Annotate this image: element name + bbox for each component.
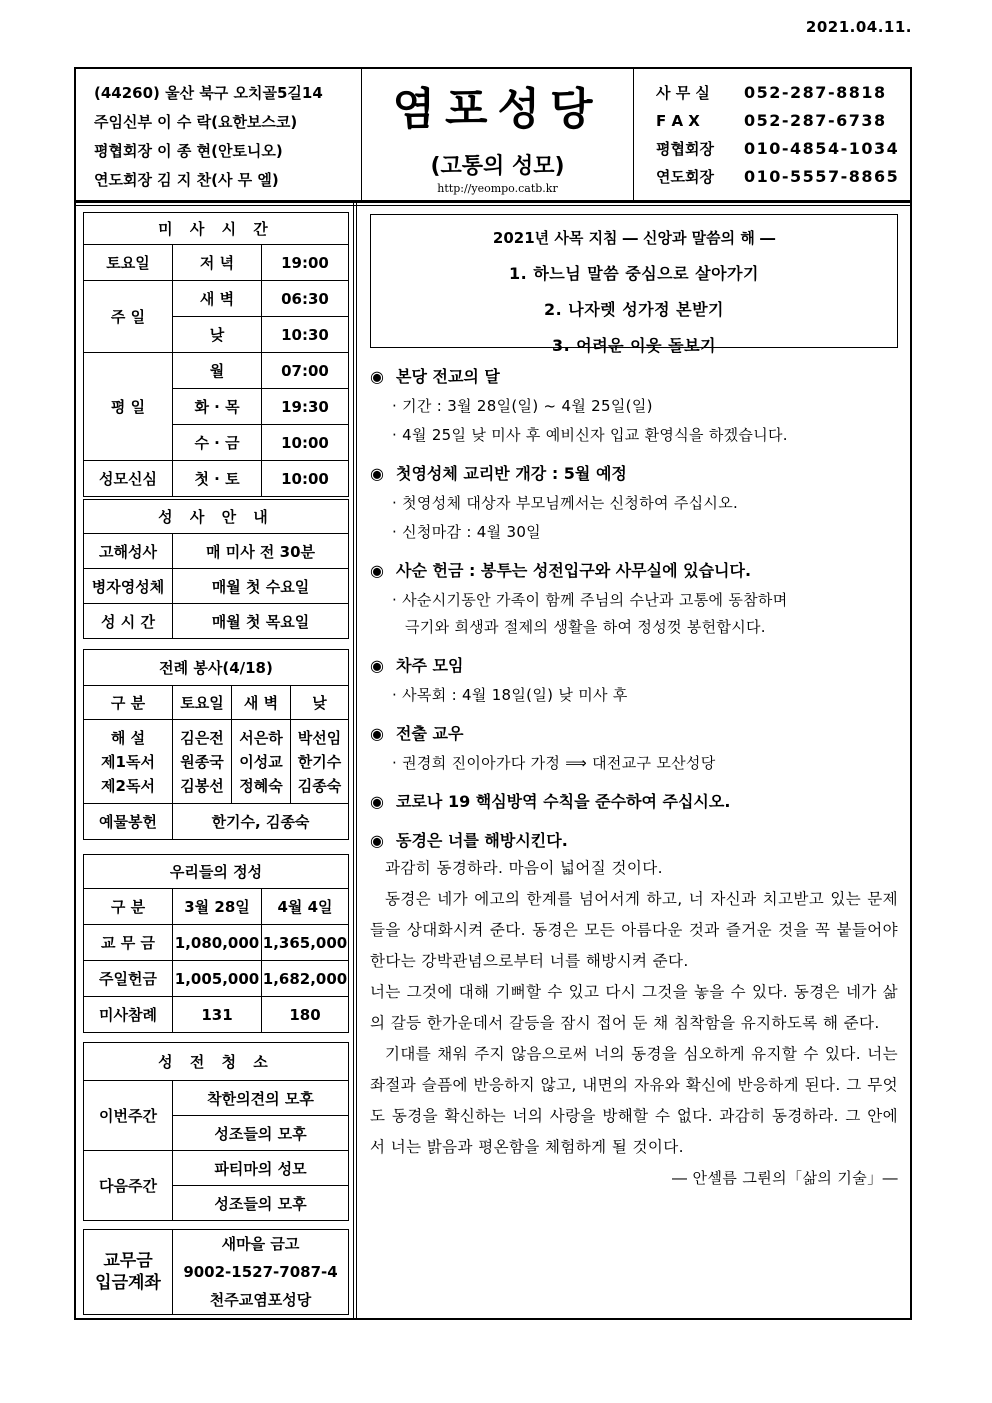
contact-memorial: 연도회장 010-5557-8865	[656, 167, 900, 186]
notice-lent-title: ◉ 사순 헌금 : 봉투는 성전입구와 사무실에 있습니다.	[370, 561, 752, 580]
contact-council: 평협회장 010-4854-1034	[656, 139, 900, 158]
council-president: 평협회장 이 종 현(안토니오)	[94, 142, 283, 160]
motto-item: 2. 나자렛 성가정 본받기	[543, 300, 725, 319]
parish-title-block	[362, 69, 634, 200]
essay-body: 과감히 동경하라. 마음이 넓어질 것이다. 동경은 네가 에고의 한계를 넘어서게 하고, 너 자신과 치고받고 있는 문제들을 상대화시켜 준다. 동경은 모든 아름다운 것과 즐거운 것을 꼭 붙들어야 한다는 강박관념으로부터 너를 해방시켜 준다. 너는 그것에 대해 기뻐할 수 있고 다시 그것을 놓을 수 있다. 동경은 네가 삶의 갈등 한가운데서 갈등을 잠시 접어 둔 채 침착함을 유지하도록 해 준다. 기대를 채워 주지 않음으로써 너의 동경을 심오하게 유지할 수 있다. 너는 좌절과 슬픔에 반응하지 않고, 내면의 자유와 확신에 반응하게 된다. 그 무엇도 동경을 확신하는 너의 사랑을 방해할 수 없다. 과감히 동경하라. 그 안에서 너는 밝음과 평온함을 체험하게 될 것이다.	[370, 859, 898, 1156]
notice-covid-title: ◉ 코로나 19 핵심방역 수칙을 준수하여 주십시오.	[370, 792, 731, 811]
notice-meeting-title: ◉ 차주 모임	[370, 656, 464, 675]
essay-source: ― 안셀름 그륀의「삶의 기술」―	[671, 1169, 898, 1187]
mass-schedule-table: 미 사 시 간 토요일 저 녁 19:00 주 일 새 벽 06:30 낮 10:30 평 일 월 07:00 화 · 목 19:30 수 · 금 10:00 성모신심 첫 · 토 10:00	[83, 212, 349, 497]
liturgy-title: 전례 봉사(4/18)	[84, 650, 349, 686]
essay-title: ◉ 동경은 너를 해방시킨다.	[370, 831, 568, 850]
notice-item: · 기간 : 3월 28일(일) ~ 4월 25일(일)	[392, 397, 653, 415]
offering-table: 우리들의 정성 구 분 3월 28일 4월 4일 교 무 금 1,080,000 1,365,000 주일헌금 1,005,000 1,682,000 미사참례 131 180	[83, 854, 349, 1033]
mass-title: 미 사 시 간	[84, 213, 349, 245]
motto-item: 1. 하느님 말씀 중심으로 살아가기	[509, 264, 759, 283]
notice-item: · 사순시기동안 가족이 함께 주님의 수난과 고통에 동참하며	[392, 591, 788, 609]
account-table	[83, 1229, 349, 1315]
address: (44260) 울산 북구 오치골5길14	[94, 84, 323, 102]
notice-item: · 4월 25일 낮 미사 후 예비신자 입교 환영식을 하겠습니다.	[392, 426, 788, 444]
pastoral-motto-box	[370, 214, 898, 355]
header-separator	[76, 202, 910, 206]
column-divider	[353, 202, 357, 1318]
notice-item: · 사목회 : 4월 18일(일) 낮 미사 후	[392, 686, 628, 704]
offering-title: 우리들의 정성	[84, 855, 349, 889]
issue-date: 2021.04.11.	[805, 18, 912, 36]
contact-fax: F A X 052-287-6738	[656, 111, 887, 130]
pastor: 주임신부 이 수 락(요한보스코)	[94, 113, 298, 131]
motto-title: 2021년 사목 지침 ― 신앙과 말씀의 해 ―	[492, 229, 776, 247]
sacrament-table: 성 사 안 내 고해성사 매 미사 전 30분 병자영성체 매월 첫 수요일 성 시 간 매월 첫 목요일	[83, 499, 349, 639]
memorial-president: 연도회장 김 지 찬(사 무 엘)	[94, 171, 279, 189]
motto-item: 3. 어려운 이웃 돌보기	[551, 336, 717, 355]
body-frame	[74, 202, 912, 1320]
contact-list	[634, 69, 910, 200]
account-details: 새마을 금고 9002-1527-7087-4 천주교염포성당	[173, 1230, 349, 1315]
notice-evangelization-title: ◉ 본당 전교의 달	[370, 367, 500, 386]
cleaning-table: 성 전 청 소 이번주간 착한의견의 모후 성조들의 모후 다음주간 파티마의 성모 성조들의 모후	[83, 1042, 349, 1221]
account-label: 교무금 입금계좌	[84, 1230, 173, 1315]
sacrament-title: 성 사 안 내	[84, 500, 349, 534]
parish-url[interactable]: http://yeompo.catb.kr	[437, 182, 558, 195]
notice-item: · 신청마감 : 4월 30일	[392, 523, 541, 541]
cleaning-title: 성 전 청 소	[84, 1043, 349, 1081]
notice-item: · 권경희 진이아가다 가정 ⟹ 대전교구 모산성당	[392, 754, 716, 772]
notice-column	[370, 214, 898, 1188]
notice-transfer-title: ◉ 전출 교우	[370, 724, 464, 743]
parish-name: 염포성당	[392, 84, 603, 135]
liturgy-table: 전례 봉사(4/18) 구 분 토요일 새 벽 낮 해 설 제1독서 제2독서 김은전 원종국 김봉선 서은하 이성교 정혜숙 박선임 한기수 김종숙 예물봉헌 한기수, 김종숙	[83, 649, 349, 840]
parish-info	[76, 69, 362, 200]
contact-office: 사 무 실 052-287-8818	[656, 83, 887, 102]
masthead	[74, 67, 912, 202]
parish-patron: (고통의 성모)	[430, 154, 565, 179]
notice-item: · 첫영성체 대상자 부모님께서는 신청하여 주십시오.	[392, 494, 739, 512]
notice-item: 극기와 희생과 절제의 생활을 하여 정성껏 봉헌합시다.	[405, 618, 766, 636]
notice-communion-title: ◉ 첫영성체 교리반 개강 : 5월 예정	[370, 464, 627, 483]
